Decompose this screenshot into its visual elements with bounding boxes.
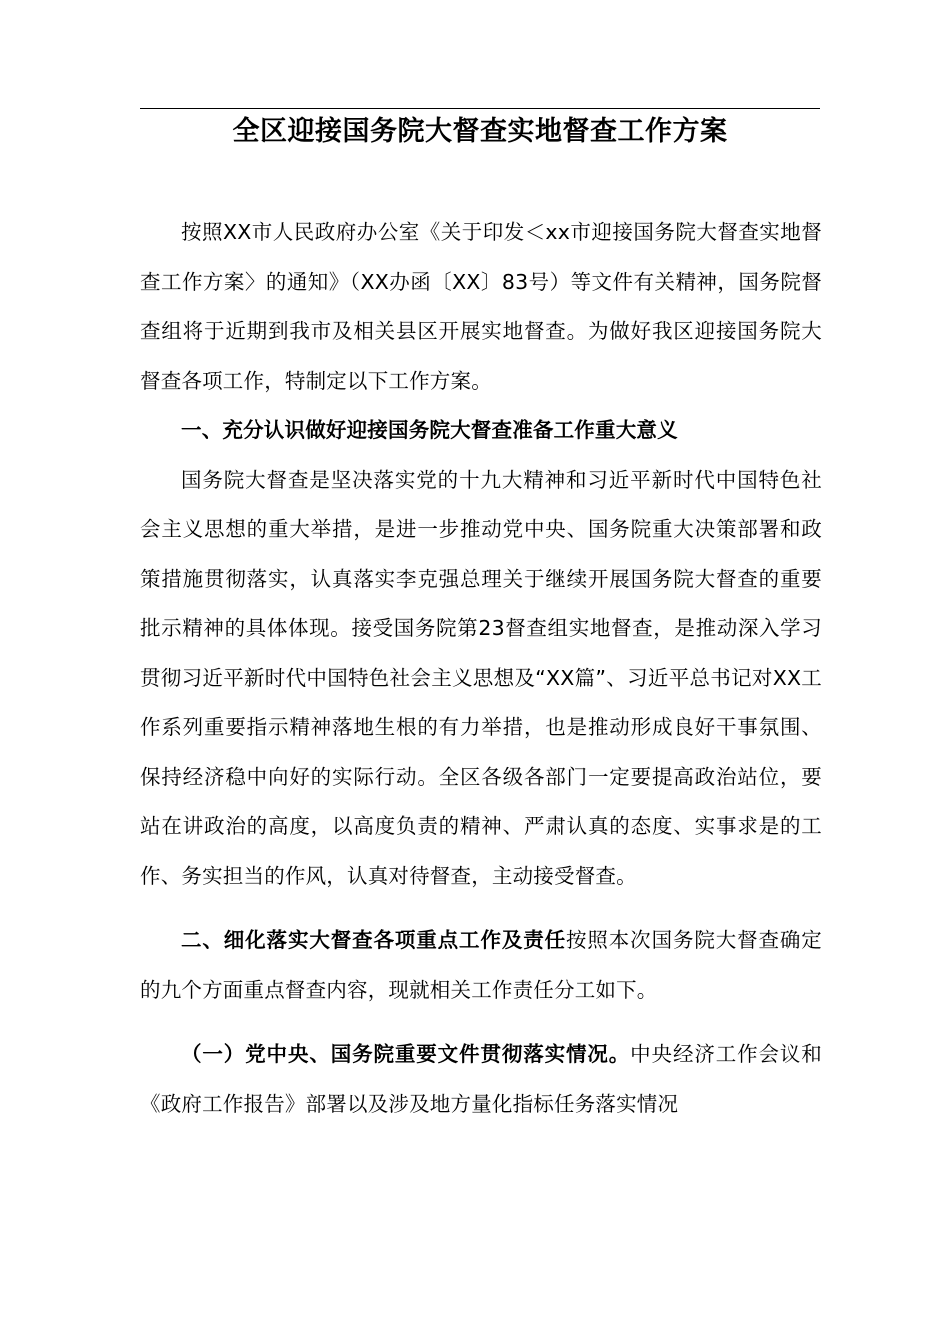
subsection-1-paragraph	[140, 1030, 822, 1129]
subsection-1-heading: （一）党中央、国务院重要文件贯彻落实情况。	[181, 1042, 631, 1066]
intro-paragraph: 按照XX市人民政府办公室《关于印发＜xx市迎接国务院大督查实地督查工作方案〉的通知》（XX办函〔XX〕83号）等文件有关精神，国务院督查组将于近期到我市及相关县区开展实地督查。为做好我区迎接国务院大督查各项工作，特制定以下工作方案。	[140, 220, 822, 393]
section-1-heading: 一、充分认识做好迎接国务院大督查准备工作重大意义	[181, 418, 678, 442]
section-2-heading: 二、细化落实大督查各项重点工作及责任	[181, 928, 567, 952]
section-1-paragraph: 国务院大督查是坚决落实党的十九大精神和习近平新时代中国特色社会主义思想的重大举措，是进一步推动党中央、国务院重大决策部署和政策措施贯彻落实，认真落实李克强总理关于继续开展国务院大督查的重要批示精神的具体体现。接受国务院第23督查组实地督查，是推动深入学习贯彻习近平新时代中国特色社会主义思想及“XX篇”、习近平总书记对XX工作系列重要指示精神落地生根的有力举措，也是推动形成良好干事氛围、保持经济稳中向好的实际行动。全区各级各部门一定要提高政治站位，要站在讲政治的高度，以高度负责的精神、严肃认真的态度、实事求是的工作、务实担当的作风，认真对待督查，主动接受督查。	[140, 467, 822, 888]
document-title: 全区迎接国务院大督查实地督查工作方案	[232, 116, 728, 147]
header-rule	[140, 108, 820, 109]
section-2-text: 按照本次国务院大督查确定的九个方面重点督查内容，现就相关工作责任分工如下。	[140, 928, 822, 1002]
subsection-1-text: 中央经济工作会议和《政府工作报告》部署以及涉及地方量化指标任务落实情况	[140, 1042, 822, 1116]
document-body	[140, 208, 822, 1129]
section-2-paragraph	[140, 916, 822, 1015]
